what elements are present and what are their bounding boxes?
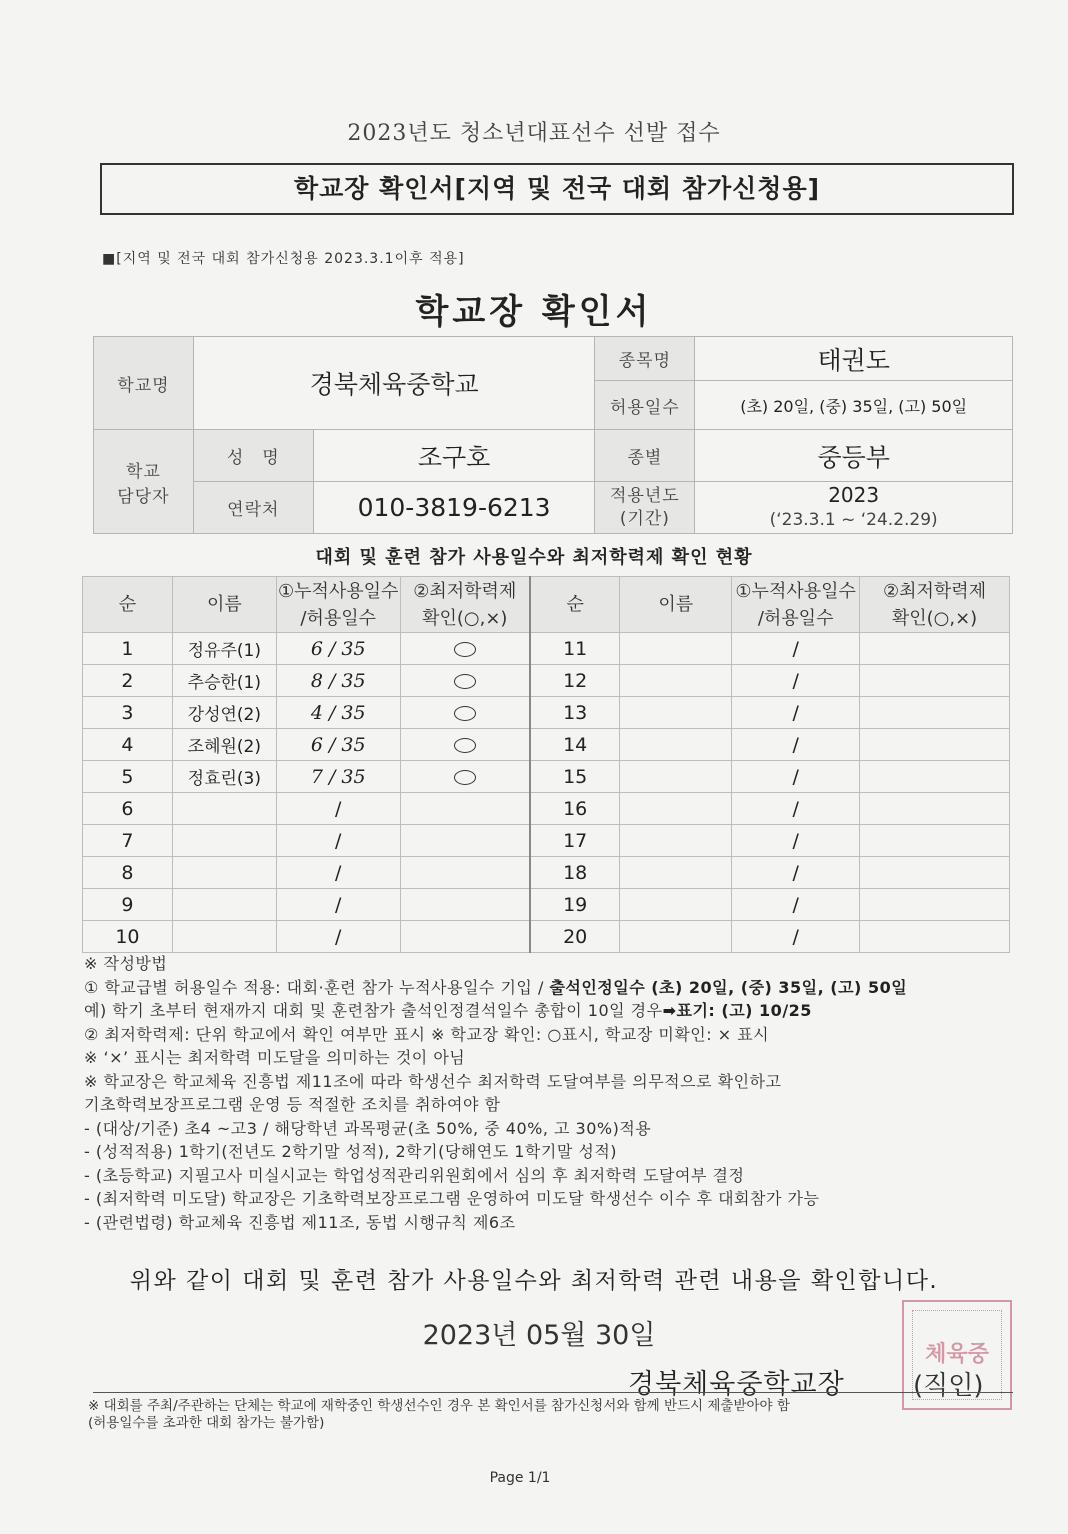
confirmation-date: 2023년 05월 30일	[422, 1320, 656, 1351]
days-used: 7 / 35	[276, 761, 400, 793]
allowed-days-value: (초) 20일, (중) 35일, (고) 50일	[695, 381, 1013, 430]
instruction-line: - (초등학교) 지필고사 미실시교는 학업성적관리위원회에서 심의 후 최저학력 도달여부 결정	[84, 1165, 745, 1185]
header-check-line2: 확인(○,×)	[891, 607, 978, 629]
check-circle-mark	[454, 738, 476, 753]
student-name: 추승한(1)	[172, 665, 276, 697]
header-days-left	[276, 577, 400, 633]
row-number: 5	[83, 761, 173, 793]
student-name: 정유주(1)	[172, 633, 276, 665]
student-name	[172, 857, 276, 889]
min-academic-check	[860, 921, 1010, 953]
days-used: /	[732, 761, 860, 793]
instruction-text: ① 학교급별 허용일수 적용: 대회·훈련 참가 누적사용일수 기입 /	[84, 977, 550, 997]
sport-label: 종목명	[595, 337, 695, 381]
document-top-title: 2023년도 청소년대표선수 선발 접수	[347, 121, 721, 146]
check-circle-mark	[454, 706, 476, 721]
student-name	[172, 921, 276, 953]
row-number: 10	[83, 921, 173, 953]
student-name	[620, 825, 732, 857]
seal-text: 체육중	[912, 1310, 1002, 1400]
division-value: 중등부	[695, 430, 1013, 482]
row-number: 11	[530, 633, 620, 665]
check-circle-mark	[454, 770, 476, 785]
table-row	[83, 889, 1010, 921]
days-used: /	[276, 793, 400, 825]
min-academic-check	[860, 665, 1010, 697]
sport-value: 태권도	[695, 337, 1013, 381]
min-academic-check	[860, 793, 1010, 825]
row-number: 17	[530, 825, 620, 857]
days-used: /	[276, 921, 400, 953]
student-name	[172, 889, 276, 921]
min-academic-check	[860, 697, 1010, 729]
min-academic-check	[400, 921, 530, 953]
year-label-line2: (기간)	[619, 508, 670, 529]
manager-name-label: 성 명	[193, 430, 313, 482]
min-academic-check	[860, 761, 1010, 793]
days-used: /	[732, 729, 860, 761]
boxed-form-title: 학교장 확인서[지역 및 전국 대회 참가신청용]	[100, 163, 1014, 215]
period-value: (‘23.3.1 ~ ‘24.2.29)	[769, 509, 938, 530]
application-notice: ■[지역 및 전국 대회 참가신청용 2023.3.1이후 적용]	[102, 251, 465, 267]
student-name: 조혜원(2)	[172, 729, 276, 761]
min-academic-check	[400, 665, 530, 697]
days-used: /	[732, 697, 860, 729]
footer-line2: (허용일수를 초과한 대회 참가는 불가함)	[88, 1415, 325, 1431]
header-days-line1: ①누적사용일수	[277, 580, 399, 602]
footer-line1: ※ 대회를 주최/주관하는 단체는 학교에 재학중인 학생선수인 경우 본 확인서를 참가신청서와 함께 반드시 제출받아야 함	[88, 1398, 790, 1414]
table-row	[83, 761, 1010, 793]
student-name	[620, 857, 732, 889]
row-number: 19	[530, 889, 620, 921]
school-name-value: 경북체육중학교	[193, 337, 595, 430]
row-number: 13	[530, 697, 620, 729]
student-name	[620, 665, 732, 697]
check-circle-mark	[454, 642, 476, 657]
instruction-line	[84, 999, 1014, 1023]
contact-label: 연락처	[193, 482, 313, 534]
days-used: /	[732, 825, 860, 857]
header-name-left: 이름	[172, 577, 276, 633]
table-row	[83, 793, 1010, 825]
header-no-right: 순	[530, 577, 620, 633]
days-used: /	[732, 665, 860, 697]
status-section-title: 대회 및 훈련 참가 사용일수와 최저학력제 확인 현황	[315, 547, 753, 568]
student-name	[620, 633, 732, 665]
days-used: /	[732, 921, 860, 953]
header-check-line2: 확인(○,×)	[422, 607, 508, 629]
min-academic-check	[400, 825, 530, 857]
row-number: 6	[83, 793, 173, 825]
check-circle-mark	[454, 674, 476, 689]
confirmation-statement: 위와 같이 대회 및 훈련 참가 사용일수와 최저학력 관련 내용을 확인합니다.	[129, 1268, 939, 1294]
instruction-line: ※ ‘×’ 표시는 최저학력 미도달을 의미하는 것이 아님	[84, 1048, 466, 1067]
header-check-line1: ②최저학력제	[413, 580, 517, 602]
row-number: 7	[83, 825, 173, 857]
days-used: /	[276, 825, 400, 857]
row-number: 14	[530, 729, 620, 761]
min-academic-check	[400, 889, 530, 921]
division-label: 종별	[595, 430, 695, 482]
min-academic-check	[400, 697, 530, 729]
student-name: 강성연(2)	[172, 697, 276, 729]
seal-label: (직인)	[913, 1371, 984, 1401]
year-value: 2023	[828, 482, 880, 507]
min-academic-check	[400, 857, 530, 889]
row-number: 16	[530, 793, 620, 825]
instruction-bold: 출석인정일수 (초) 20일, (중) 35일, (고) 50일	[549, 977, 908, 997]
row-number: 4	[83, 729, 173, 761]
min-academic-check	[860, 633, 1010, 665]
instructions-heading: ※ 작성방법	[84, 954, 168, 973]
applicable-year-label	[595, 482, 695, 534]
instruction-line: ② 최저학력제: 단위 학교에서 확인 여부만 표시 ※ 학교장 확인: ○표시, 학교장 미확인: × 표시	[84, 1024, 770, 1044]
days-used: 6 / 35	[276, 633, 400, 665]
school-info-table	[93, 336, 1013, 534]
min-academic-check	[400, 729, 530, 761]
row-number: 2	[83, 665, 173, 697]
min-academic-check	[400, 793, 530, 825]
school-name-label: 학교명	[94, 337, 194, 430]
header-days-line1: ①누적사용일수	[735, 580, 856, 602]
header-check-right	[860, 577, 1010, 633]
row-number: 12	[530, 665, 620, 697]
footer-divider	[93, 1392, 1013, 1393]
row-number: 15	[530, 761, 620, 793]
table-row	[83, 857, 1010, 889]
table-row	[83, 665, 1010, 697]
min-academic-check	[860, 889, 1010, 921]
min-academic-check	[400, 761, 530, 793]
instruction-line: - (최저학력 미도달) 학교장은 기초학력보장프로그램 운영하여 미도달 학생선수 이수 후 대회참가 가능	[84, 1189, 820, 1208]
instruction-line: 기초학력보장프로그램 운영 등 적절한 조치를 취하여야 함	[84, 1095, 501, 1114]
row-number: 18	[530, 857, 620, 889]
instruction-line	[84, 976, 1014, 1000]
student-name	[620, 793, 732, 825]
min-academic-check	[860, 857, 1010, 889]
principal-title: 경북체육중학교장	[628, 1369, 845, 1400]
min-academic-check	[860, 729, 1010, 761]
allowed-days-label: 허용일수	[595, 381, 695, 430]
row-number: 9	[83, 889, 173, 921]
instruction-line: ※ 학교장은 학교체육 진흥법 제11조에 따라 학생선수 최저학력 도달여부를 의무적으로 확인하고	[84, 1071, 782, 1091]
page-number: Page 1/1	[489, 1470, 551, 1486]
student-name	[620, 889, 732, 921]
writing-instructions	[84, 952, 1014, 1234]
row-number: 3	[83, 697, 173, 729]
student-name	[620, 921, 732, 953]
year-label-line1: 적용년도	[610, 485, 680, 506]
footer-notice	[88, 1398, 1018, 1432]
row-number: 1	[83, 633, 173, 665]
contact-value: 010-3819-6213	[313, 482, 595, 534]
student-name	[620, 697, 732, 729]
days-used: /	[732, 793, 860, 825]
manager-label-line1: 학교	[126, 461, 161, 482]
days-used: /	[732, 857, 860, 889]
days-used: 4 / 35	[276, 697, 400, 729]
min-academic-check	[400, 633, 530, 665]
applicable-year-value	[695, 482, 1013, 534]
min-academic-check	[860, 825, 1010, 857]
instruction-line: - (성적적용) 1학기(전년도 2학기말 성적), 2학기(당해연도 1학기말 성적)	[84, 1142, 618, 1161]
form-main-title: 학교장 확인서	[415, 292, 653, 332]
header-name-right: 이름	[620, 577, 732, 633]
days-used: /	[276, 857, 400, 889]
table-row	[83, 697, 1010, 729]
student-name	[620, 729, 732, 761]
header-days-line2: /허용일수	[300, 607, 376, 629]
row-number: 8	[83, 857, 173, 889]
days-used: /	[732, 633, 860, 665]
student-name	[172, 825, 276, 857]
manager-name-value: 조구호	[313, 430, 595, 482]
instruction-line: - (관련법령) 학교체육 진흥법 제11조, 동법 시행규칙 제6조	[84, 1212, 516, 1232]
manager-label-line2: 담당자	[117, 486, 170, 507]
days-used: /	[276, 889, 400, 921]
instruction-bold: ➡표기: (고) 10/25	[662, 1001, 812, 1020]
table-row	[83, 729, 1010, 761]
header-days-line2: /허용일수	[757, 607, 834, 629]
table-row	[83, 921, 1010, 953]
header-check-left	[400, 577, 530, 633]
row-number: 20	[530, 921, 620, 953]
table-row	[83, 825, 1010, 857]
school-manager-label	[94, 430, 194, 534]
student-name	[620, 761, 732, 793]
instruction-line: - (대상/기준) 초4 ~고3 / 해당학년 과목평균(초 50%, 중 40%, 고 30%)적용	[84, 1118, 652, 1138]
days-used: 8 / 35	[276, 665, 400, 697]
header-days-right	[732, 577, 860, 633]
header-check-line1: ②최저학력제	[883, 580, 987, 602]
participation-status-table	[82, 576, 1010, 953]
instruction-text: 예) 학기 초부터 현재까지 대회 및 훈련참가 출석인정결석일수 총합이 10일 경우	[84, 1001, 663, 1020]
days-used: 6 / 35	[276, 729, 400, 761]
days-used: /	[732, 889, 860, 921]
table-row	[83, 633, 1010, 665]
student-name	[172, 793, 276, 825]
student-name: 정효린(3)	[172, 761, 276, 793]
header-no-left: 순	[83, 577, 173, 633]
